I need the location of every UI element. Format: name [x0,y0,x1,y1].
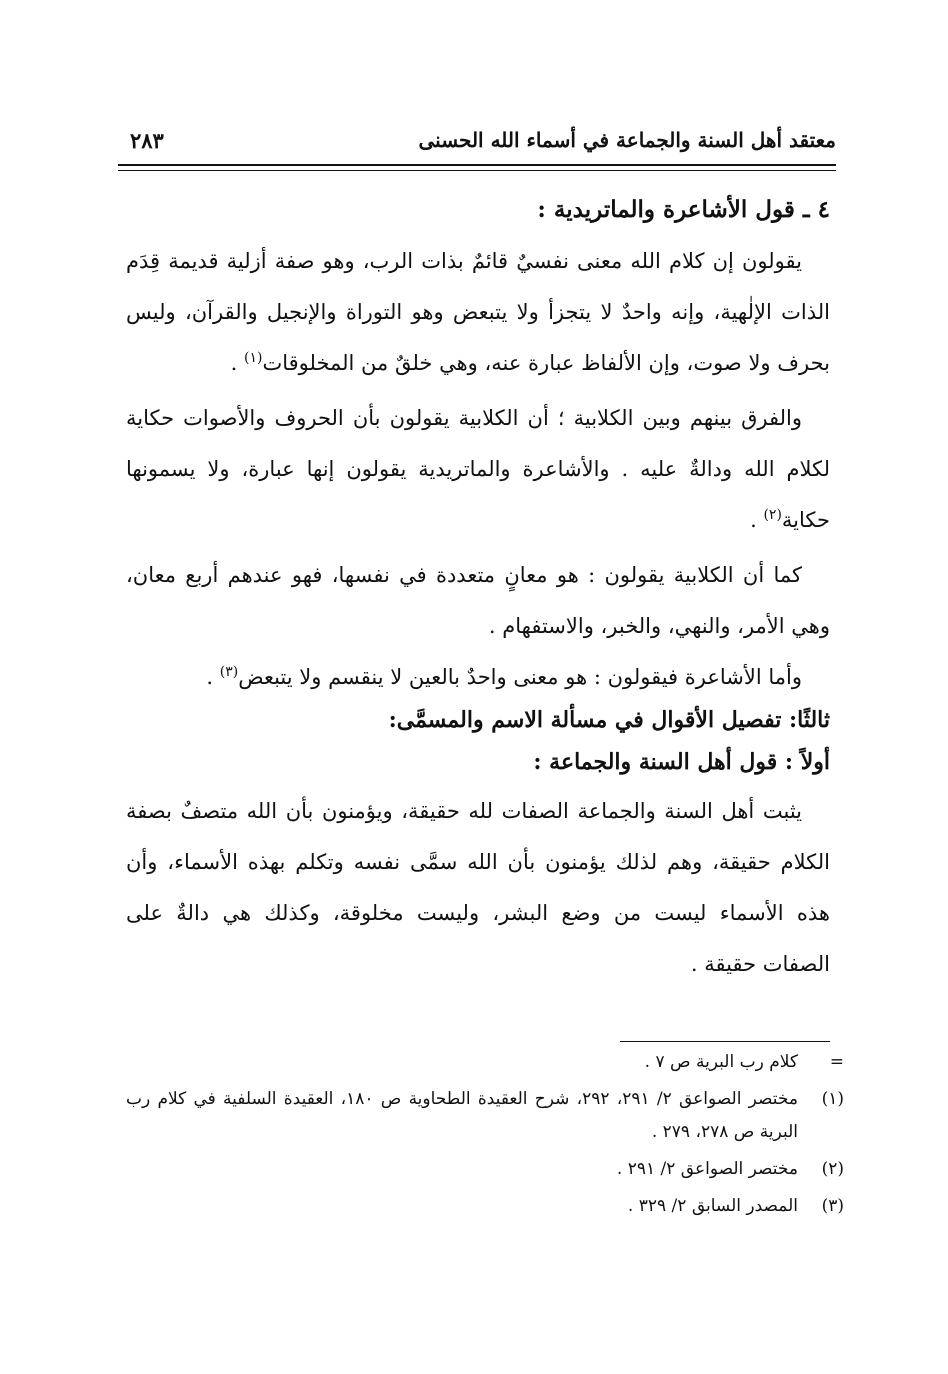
header-rule-thick [118,164,836,166]
paragraph-end: . [206,665,220,689]
paragraph [126,393,830,546]
footnote-ref: (٣) [219,664,239,680]
paragraph-end: . [230,351,244,375]
footnote-ref: (٢) [763,507,782,523]
footnote-text: مختصر الصواعق ٢/ ٢٩١ . [616,1159,798,1179]
paragraph [126,236,830,389]
section-heading-ashaira: ٤ ـ قول الأشاعرة والماتريدية : [537,196,830,223]
footnote-mark: = [829,1052,844,1072]
section-heading-name-named: ثالثًا: تفصيل الأقوال في مسألة الاسم والمسمَّى: [388,707,830,733]
footnotes [126,1046,844,1227]
subsection-heading-ahl-sunnah: أولاً : قول أهل السنة والجماعة : [533,749,830,775]
paragraph-text: يقولون إن كلام الله معنى نفسيٌ قائمٌ بذات الرب، وهو صفة أزلية قديمة قِدَم الذات الإلٰهية، وإنه واحدٌ لا يتجزأ ولا يتبعض وهو التوراة والإنجيل والقرآن، وليس بحرف ولا صوت، وإن الألفاظ عبارة عنه، وهي خلقٌ من المخلوقات [126,249,830,375]
paragraph-end: . [750,508,764,532]
running-title: معتقد أهل السنة والجماعة في أسماء الله الحسنى [418,128,836,152]
page-number: ٢٨٣ [130,128,164,153]
footnote-mark: (٣) [821,1196,844,1216]
paragraph: يثبت أهل السنة والجماعة الصفات لله حقيقة، ويؤمنون بأن الله متصفٌ بصفة الكلام حقيقة، وهم لذلك يؤمنون بأن الله سمَّى نفسه وتكلم بهذه الأسماء، وأن هذه الأسماء ليست من وضع البشر، وليست مخلوقة، وكذلك هي دالةٌ على الصفات حقيقة . [126,799,830,976]
main-text [126,192,830,994]
paragraph-text: والفرق بينهم وبين الكلابية ؛ أن الكلابية يقولون بأن الحروف والأصوات حكاية لكلام الله ودالةٌ عليه . والأشاعرة والماتريدية يقولون إنها عبارة، ولا يسمونها حكاية [126,406,830,532]
footnote-text: كلام رب البرية ص ٧ . [644,1052,798,1072]
paragraph [126,656,830,698]
footnote-mark: (٢) [821,1159,844,1179]
paragraph: كما أن الكلابية يقولون : هو معانٍ متعددة في نفسها، فهو عندهم أربع معان، وهي الأمر، والنهي، والخبر، والاستفهام . [126,563,830,638]
footnote-separator [620,1041,830,1042]
footnote-text: مختصر الصواعق ٢/ ٢٩١، ٢٩٢، شرح العقيدة الطحاوية ص ١٨٠، العقيدة السلفية في كلام رب البرية ص ٢٧٨، ٢٧٩ . [126,1089,799,1142]
footnote [126,1046,844,1079]
footnote [126,1153,844,1186]
footnote-text: المصدر السابق ٢/ ٣٢٩ . [627,1196,798,1216]
header-rule-thin [118,170,836,171]
footnote-mark: (١) [821,1089,844,1109]
paragraph-text: وأما الأشاعرة فيقولون : هو معنى واحدٌ بالعين لا ينقسم ولا يتبعض [238,665,802,689]
footnote [126,1190,844,1223]
footnote-ref: (١) [243,350,263,366]
footnote [126,1083,844,1149]
page-header [118,128,836,158]
